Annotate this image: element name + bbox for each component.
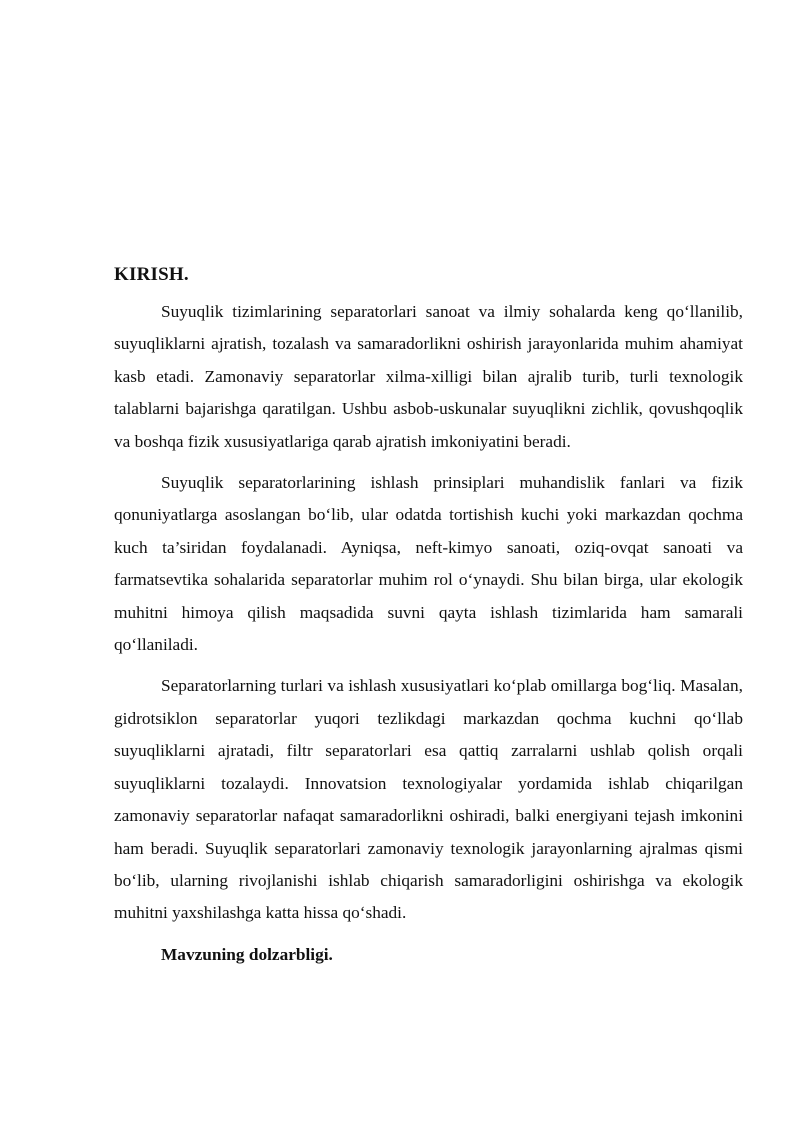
subsection-heading: Mavzuning dolzarbligi. (161, 944, 333, 964)
page-content (114, 262, 743, 971)
paragraph-3: Separatorlarning turlari va ishlash xususiyatlari ko‘plab omillarga bog‘liq. Masalan, gidrotsiklon separatorlar yuqori tezlikdagi markazdan qochma kuchni qo‘llab suyuqliklarni ajratadi, filtr separatorlari esa qattiq zarralarni ushlab qolish orqali suyuqliklarni tozalaydi. Innovatsion texnologiyalar yordamida ishlab chiqarilgan zamonaviy separatorlar nafaqat samaradorlikni oshiradi, balki energiyani tejash imkonini ham beradi. Suyuqlik separatorlari zamonaviy texnologik jarayonlarning ajralmas qismi bo‘lib, ularning rivojlanishi ishlab chiqarish samaradorligini oshirishga va ekologik muhitni yaxshilashga katta hissa qo‘shadi. (114, 676, 743, 923)
section-heading: KIRISH. (114, 264, 189, 285)
paragraph-2: Suyuqlik separatorlarining ishlash prinsiplari muhandislik fanlari va fizik qonuniyatlarga asoslangan bo‘lib, ular odatda tortishish kuchi yoki markazdan qochma kuch ta’siridan foydalanadi. Ayniqsa, neft-kimyo sanoati, oziq-ovqat sanoati va farmatsevtika sohalarida separatorlar muhim rol o‘ynaydi. Shu bilan birga, ular ekologik muhitni himoya qilish maqsadida suvni qayta ishlash tizimlarida ham samarali qo‘llaniladi. (114, 473, 743, 655)
paragraph-1: Suyuqlik tizimlarining separatorlari sanoat va ilmiy sohalarda keng qo‘llanilib, suyuqliklarni ajratish, tozalash va samaradorlikni oshirish jarayonlarida muhim ahamiyat kasb etadi. Zamonaviy separatorlar xilma-xilligi bilan ajralib turib, turli texnologik talablarni bajarishga qaratilgan. Ushbu asbob-uskunalar suyuqlikni zichlik, qovushqoqlik va boshqa fizik xususiyatlariga qarab ajratish imkoniyatini beradi. (114, 302, 743, 451)
